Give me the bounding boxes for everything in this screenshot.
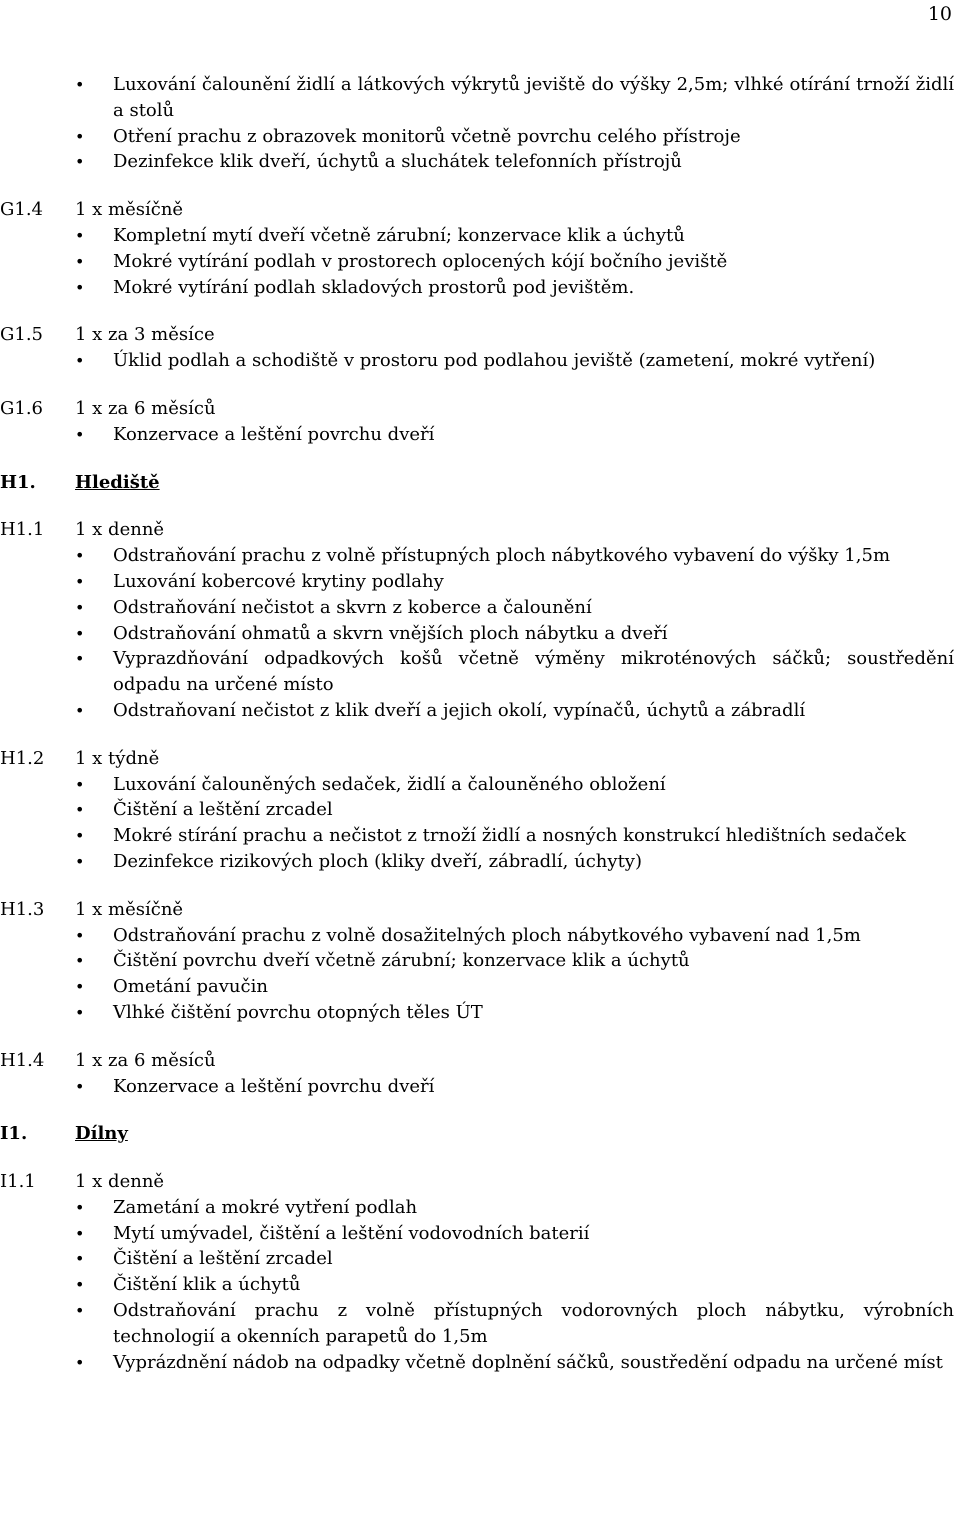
section xyxy=(0,470,960,496)
task-list xyxy=(75,1074,954,1100)
task-list-item: • Vyprazdňování odpadkových košů včetně výměny mikroténových sáčků; soustředění odpadu na určené místo xyxy=(75,646,954,698)
task-list-item: • Mokré vytírání podlah v prostorech oplocených kójí bočního jeviště xyxy=(75,249,954,275)
task-list-item: • Otření prachu z obrazovek monitorů včetně povrchu celého přístroje xyxy=(75,124,954,150)
task-list-item: • Mokré vytírání podlah skladových prostorů pod jevištěm. xyxy=(75,275,954,301)
task-list-item: • Konzervace a leštění povrchu dveří xyxy=(75,422,954,448)
task-list-item: • Čištění a leštění zrcadel xyxy=(75,1246,954,1272)
section xyxy=(0,1169,960,1375)
section-body xyxy=(75,322,960,374)
section-body xyxy=(75,1169,960,1375)
task-list-item: • Konzervace a leštění povrchu dveří xyxy=(75,1074,954,1100)
task-list-item: • Čištění a leštění zrcadel xyxy=(75,797,954,823)
task-list-item: • Odstraňování nečistot a skvrn z koberce a čalounění xyxy=(75,595,954,621)
task-list-item: • Vlhké čištění povrchu otopných těles ÚT xyxy=(75,1000,954,1026)
section-code: I1.1 xyxy=(0,1171,36,1193)
task-list-item: • Čištění povrchu dveří včetně zárubní; konzervace klik a úchytů xyxy=(75,948,954,974)
section-heading: Hlediště xyxy=(75,471,160,493)
section-body xyxy=(75,1048,960,1100)
section-heading: Dílny xyxy=(75,1123,128,1145)
task-list xyxy=(75,72,954,175)
task-list-item: • Čištění klik a úchytů xyxy=(75,1272,954,1298)
section xyxy=(0,1048,960,1100)
task-list-item: • Odstraňování prachu z volně přístupných ploch nábytkového vybavení do výšky 1,5m xyxy=(75,543,954,569)
task-list-item: • Mokré stírání prachu a nečistot z trnoží židlí a nosných konstrukcí hledištních sedaček xyxy=(75,823,954,849)
task-list-item: • Zametání a mokré vytření podlah xyxy=(75,1195,954,1221)
section-body xyxy=(75,197,960,300)
frequency-label: 1 x za 6 měsíců xyxy=(75,1049,216,1071)
task-list xyxy=(75,223,954,300)
document-content xyxy=(0,72,960,1397)
task-list-item: • Odstraňování ohmatů a skvrn vnějších ploch nábytku a dveří xyxy=(75,621,954,647)
section-code: G1.6 xyxy=(0,397,44,419)
task-list xyxy=(75,1195,954,1376)
section-body xyxy=(75,897,960,1026)
task-list xyxy=(75,348,954,374)
section-code: I1. xyxy=(0,1123,28,1145)
section-code: H1.1 xyxy=(0,519,45,541)
frequency-label: 1 x denně xyxy=(75,519,165,541)
task-list-item: • Kompletní mytí dveří včetně zárubní; konzervace klik a úchytů xyxy=(75,223,954,249)
section-code: G1.5 xyxy=(0,324,44,346)
section xyxy=(0,396,960,448)
task-list-item: • Vyprázdnění nádob na odpadky včetně doplnění sáčků, soustředění odpadu na určené míst xyxy=(75,1350,954,1376)
task-list-item: • Luxování čalouněných sedaček, židlí a čalouněného obložení xyxy=(75,772,954,798)
frequency-label: 1 x za 6 měsíců xyxy=(75,397,216,419)
section-code: G1.4 xyxy=(0,199,44,221)
frequency-label: 1 x denně xyxy=(75,1171,165,1193)
section-body xyxy=(75,1121,960,1147)
section-body xyxy=(75,517,960,723)
task-list xyxy=(75,772,954,875)
section-code: H1.2 xyxy=(0,747,45,769)
task-list-item: • Úklid podlah a schodiště v prostoru pod podlahou jeviště (zametení, mokré vytření) xyxy=(75,348,954,374)
task-list xyxy=(75,422,954,448)
section-code: H1.3 xyxy=(0,898,45,920)
task-list-item: • Odstraňování prachu z volně přístupných vodorovných ploch nábytku, výrobních technologií a okenních parapetů do 1,5m xyxy=(75,1298,954,1350)
section-code xyxy=(0,72,75,175)
task-list xyxy=(75,923,954,1026)
task-list xyxy=(75,543,954,724)
section-code: H1. xyxy=(0,471,36,493)
section xyxy=(0,322,960,374)
section-body xyxy=(75,72,960,175)
section-body xyxy=(75,396,960,448)
section xyxy=(0,897,960,1026)
task-list-item: • Luxování čalounění židlí a látkových výkrytů jeviště do výšky 2,5m; vlhké otírání trnoží židlí a stolů xyxy=(75,72,954,124)
section xyxy=(0,197,960,300)
frequency-label: 1 x měsíčně xyxy=(75,199,184,221)
task-list-item: • Odstraňování prachu z volně dosažitelných ploch nábytkového vybavení nad 1,5m xyxy=(75,923,954,949)
task-list-item: • Odstraňovaní nečistot z klik dveří a jejich okolí, vypínačů, úchytů a zábradlí xyxy=(75,698,954,724)
frequency-label: 1 x měsíčně xyxy=(75,898,184,920)
task-list-item: • Mytí umývadel, čištění a leštění vodovodních baterií xyxy=(75,1221,954,1247)
task-list-item: • Dezinfekce rizikových ploch (kliky dveří, zábradlí, úchyty) xyxy=(75,849,954,875)
section-code: H1.4 xyxy=(0,1049,45,1071)
section-body xyxy=(75,746,960,875)
task-list-item: • Dezinfekce klik dveří, úchytů a sluchátek telefonních přístrojů xyxy=(75,149,954,175)
section xyxy=(0,746,960,875)
section-body xyxy=(75,470,960,496)
section xyxy=(0,517,960,723)
task-list-item: • Luxování kobercové krytiny podlahy xyxy=(75,569,954,595)
section xyxy=(0,72,960,175)
page-number: 10 xyxy=(927,3,952,25)
task-list-item: • Ometání pavučin xyxy=(75,974,954,1000)
section xyxy=(0,1121,960,1147)
frequency-label: 1 x za 3 měsíce xyxy=(75,324,215,346)
frequency-label: 1 x týdně xyxy=(75,747,160,769)
